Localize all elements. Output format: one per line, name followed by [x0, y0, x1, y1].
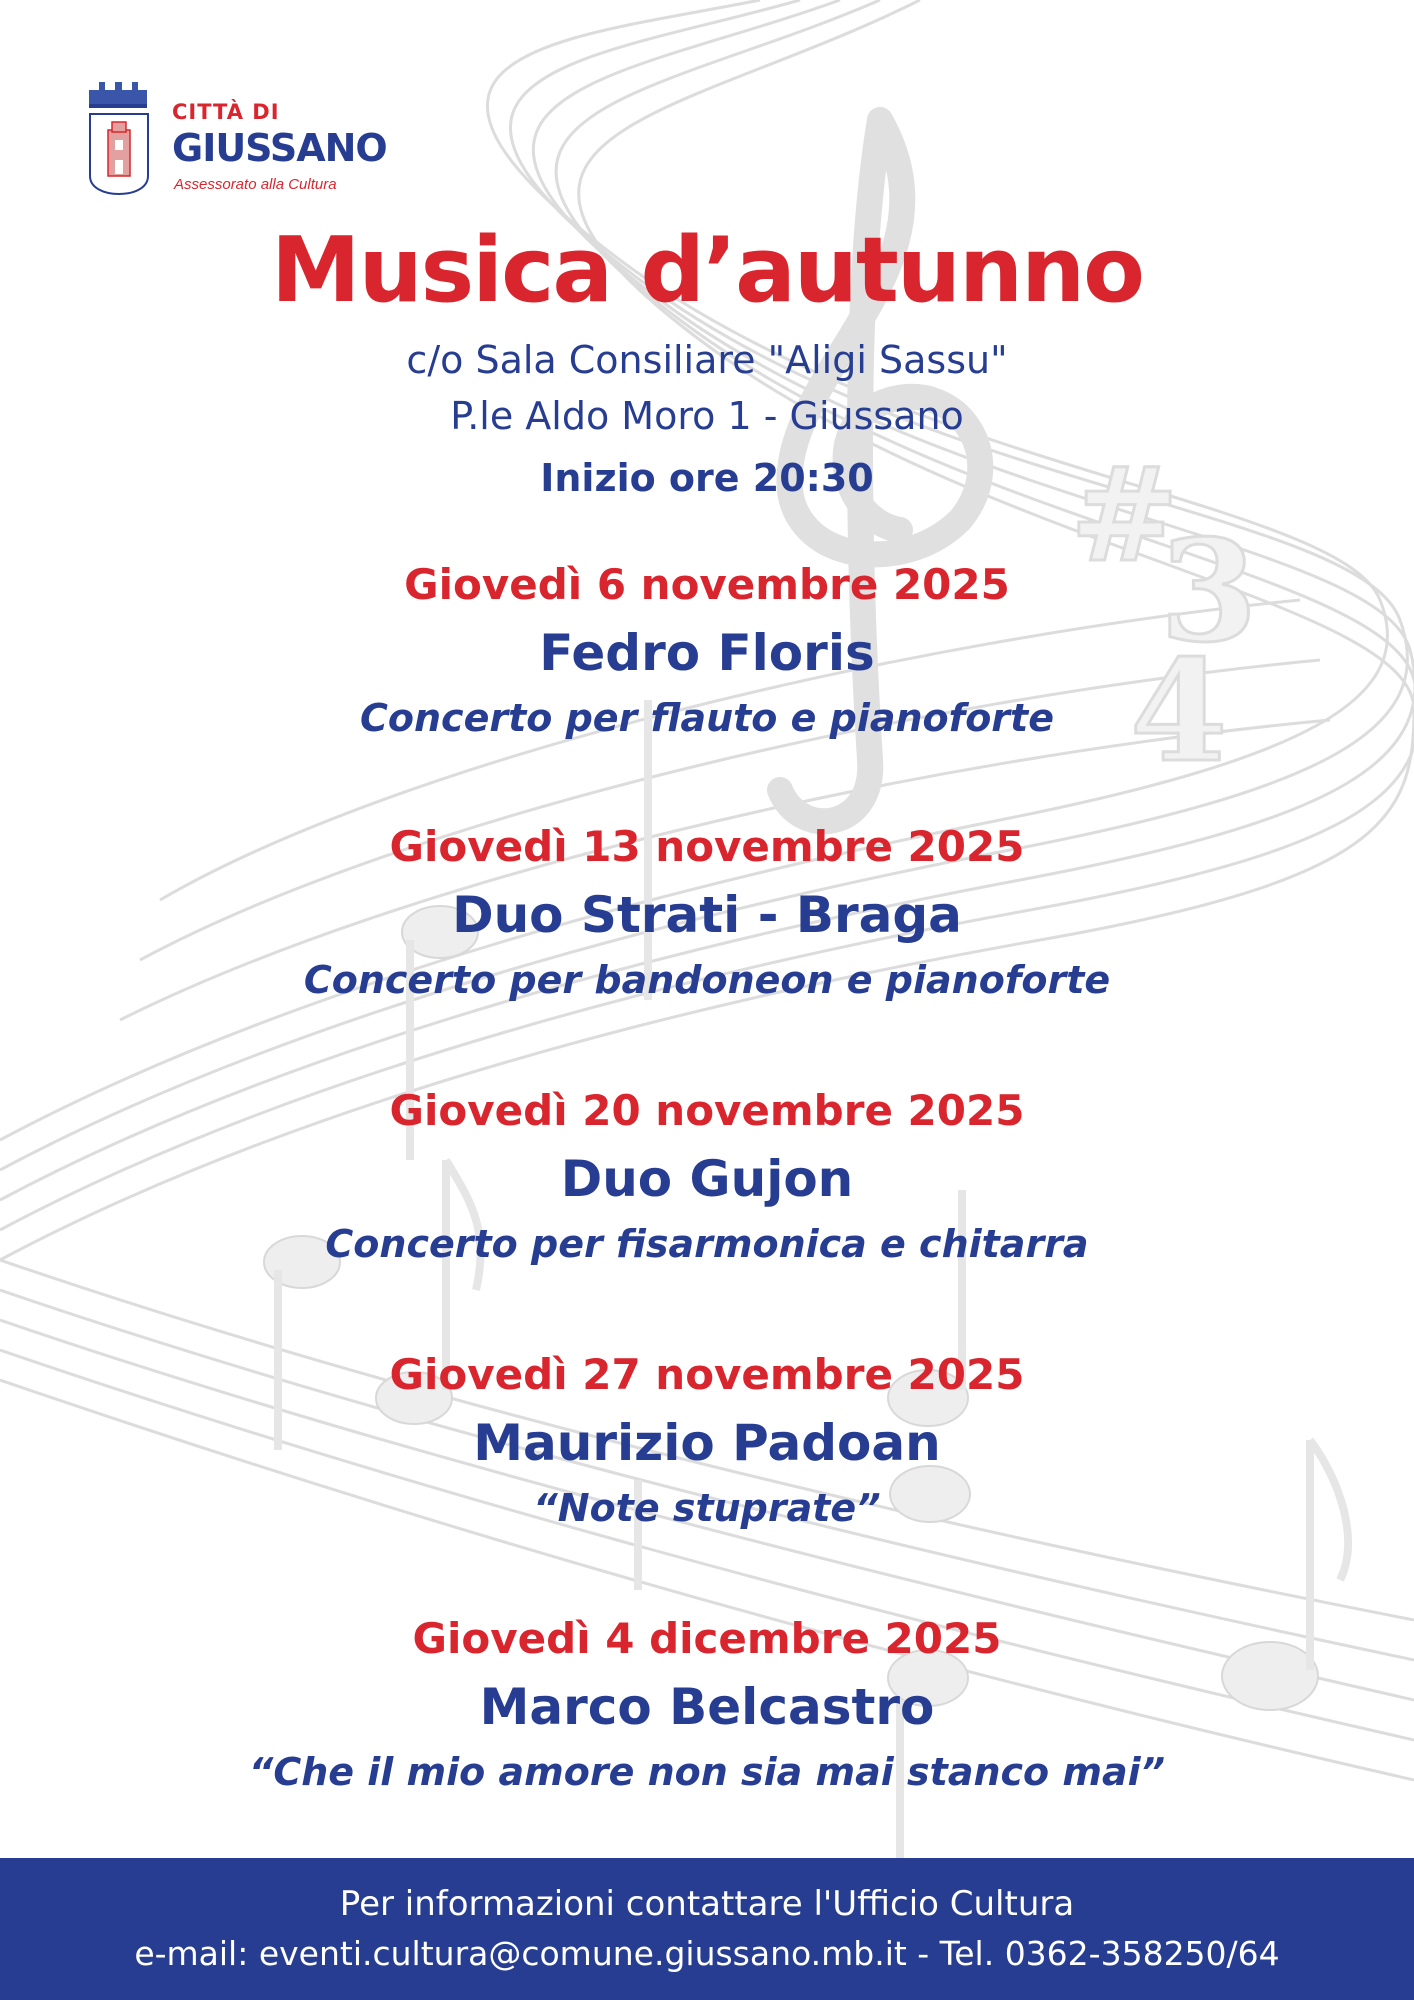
- event-item: [0, 560, 1414, 780]
- event-date: Giovedì 20 novembre 2025: [389, 1086, 1025, 1135]
- footer-contact-line: e-mail: eventi.cultura@comune.giussano.mb.it - Tel. 0362-358250/64: [134, 1934, 1280, 1973]
- city-crest-icon: [86, 78, 152, 198]
- logo-city-name: GIUSSANO: [172, 126, 387, 170]
- page-title: Musica d’autunno: [271, 218, 1143, 323]
- venue-line-1: c/o Sala Consiliare "Aligi Sassu": [406, 338, 1008, 382]
- event-item: [0, 1350, 1414, 1570]
- footer-info-line: Per informazioni contattare l'Ufficio Cultura: [339, 1884, 1075, 1924]
- event-description: Concerto per bandoneon e pianoforte: [303, 958, 1111, 1002]
- event-description: “Che il mio amore non sia mai stanco mai”: [248, 1750, 1166, 1794]
- event-date: Giovedì 4 dicembre 2025: [412, 1614, 1002, 1663]
- event-item: [0, 822, 1414, 1042]
- footer-info-bar: [0, 1858, 1414, 2000]
- start-time: Inizio ore 20:30: [540, 456, 874, 500]
- logo-city-prefix: CITTÀ DI: [172, 100, 280, 124]
- event-artist: Fedro Floris: [539, 624, 875, 682]
- event-artist: Duo Gujon: [560, 1150, 854, 1208]
- event-description: Concerto per fisarmonica e chitarra: [325, 1222, 1089, 1266]
- event-artist: Marco Belcastro: [479, 1678, 935, 1736]
- svg-text:4: 4: [1130, 630, 1228, 794]
- svg-text:3: 3: [1160, 510, 1258, 674]
- event-date: Giovedì 6 novembre 2025: [404, 560, 1010, 609]
- event-description: Concerto per flauto e pianoforte: [360, 696, 1054, 740]
- event-date: Giovedì 13 novembre 2025: [389, 822, 1025, 871]
- giussano-logo: [86, 78, 386, 198]
- event-item: [0, 1086, 1414, 1306]
- event-description: “Note stuprate”: [533, 1486, 881, 1530]
- event-date: Giovedì 27 novembre 2025: [389, 1350, 1025, 1399]
- venue-line-2: P.le Aldo Moro 1 - Giussano: [450, 394, 964, 438]
- logo-department: Assessorato alla Cultura: [174, 176, 337, 193]
- svg-text:#: #: [1070, 438, 1179, 591]
- event-item: [0, 1614, 1414, 1834]
- event-artist: Maurizio Padoan: [473, 1414, 941, 1472]
- event-artist: Duo Strati - Braga: [452, 886, 962, 944]
